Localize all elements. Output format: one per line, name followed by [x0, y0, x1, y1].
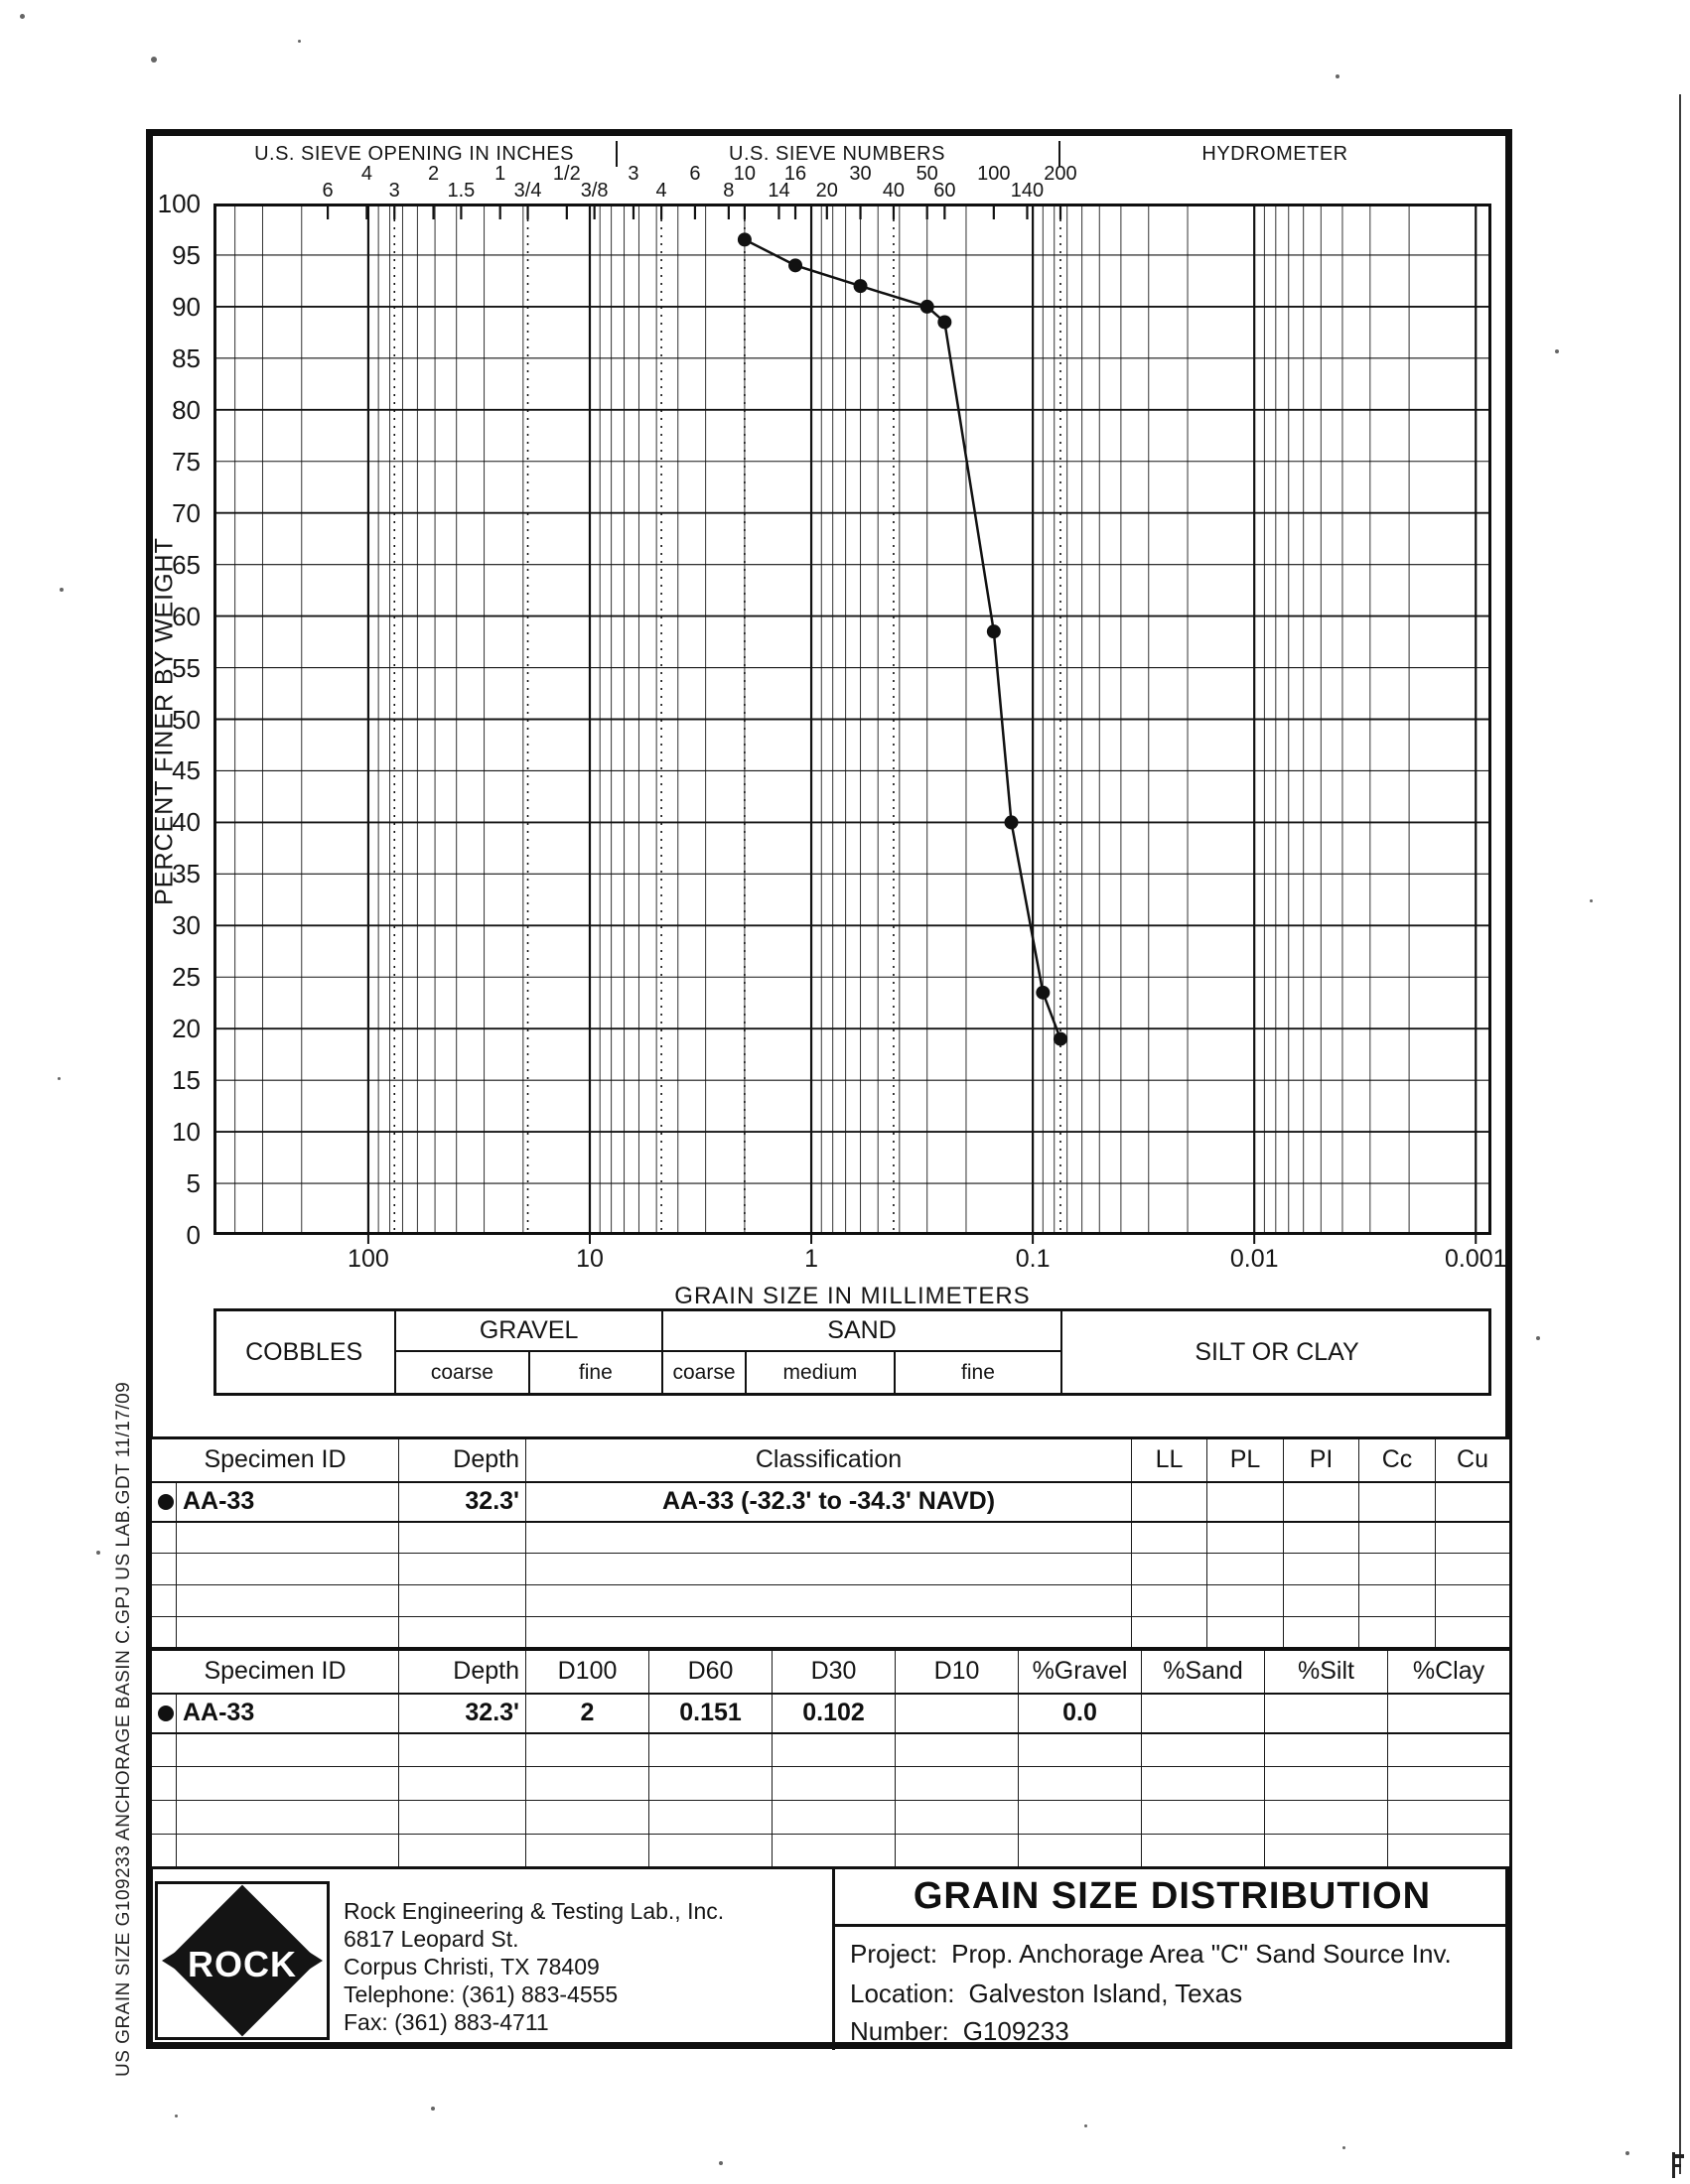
col-clay: %Clay — [1388, 1650, 1511, 1694]
sieve-size-label: 1/2 — [552, 163, 581, 185]
company-phone: Telephone: (361) 883-4555 — [344, 1981, 619, 2007]
class-silt-or-clay: SILT OR CLAY — [1060, 1311, 1491, 1393]
sieve-size-label: 6 — [689, 163, 701, 185]
empty-row — [151, 1585, 1511, 1617]
scan-speck — [1536, 1336, 1540, 1340]
y-tick-label: 90 — [172, 291, 201, 322]
location-value: Galveston Island, Texas — [968, 1979, 1243, 2008]
col-gravel: %Gravel — [1019, 1650, 1142, 1694]
y-tick-label: 25 — [172, 962, 201, 993]
scan-speck — [298, 40, 301, 43]
x-tick-label: 100 — [348, 1245, 389, 1273]
gravel-value: 0.0 — [1019, 1694, 1142, 1733]
col-cu: Cu — [1436, 1438, 1511, 1482]
header-hydrometer: HYDROMETER — [1201, 143, 1348, 165]
location-line — [850, 1979, 1242, 2009]
title-block — [149, 1866, 1509, 2047]
y-tick-label: 40 — [172, 807, 201, 838]
empty-row — [151, 1617, 1511, 1649]
number-label: Number: — [850, 2016, 949, 2046]
d60-value: 0.151 — [649, 1694, 773, 1733]
y-tick-label: 75 — [172, 446, 201, 477]
y-tick-label: 15 — [172, 1065, 201, 1096]
y-tick-label: 10 — [172, 1117, 201, 1148]
pl-value — [1207, 1482, 1284, 1522]
class-gravel-fine: fine — [528, 1352, 662, 1393]
col-depth: Depth — [399, 1438, 526, 1482]
x-tick-label: 0.01 — [1229, 1245, 1279, 1273]
project-value: Prop. Anchorage Area "C" Sand Source Inv. — [951, 1939, 1452, 1969]
ll-value — [1132, 1482, 1207, 1522]
company-street: 6817 Leopard St. — [344, 1926, 519, 1952]
col-specimen-id: Specimen ID — [151, 1438, 399, 1482]
header-sieve-numbers: U.S. SIEVE NUMBERS — [729, 143, 945, 165]
series-marker — [158, 1706, 174, 1721]
col-cc: Cc — [1359, 1438, 1436, 1482]
company-logo — [155, 1881, 330, 2040]
number-value: G109233 — [962, 2016, 1069, 2046]
y-tick-label: 100 — [157, 189, 201, 218]
empty-row — [151, 1801, 1511, 1835]
scan-smudge — [1672, 2152, 1686, 2178]
header-sieve-inches: U.S. SIEVE OPENING IN INCHES — [254, 143, 574, 165]
sieve-size-label: 3/4 — [513, 180, 542, 202]
class-gravel-coarse: coarse — [394, 1352, 527, 1393]
sieve-size-label: 4 — [655, 180, 667, 202]
class-gravel: GRAVEL — [394, 1311, 661, 1352]
sieve-size-label: 16 — [783, 163, 807, 185]
sieve-size-label: 200 — [1044, 163, 1077, 185]
sieve-size-label: 3 — [628, 163, 639, 185]
sieve-size-label: 100 — [977, 163, 1011, 185]
sieve-size-label: 20 — [815, 180, 838, 202]
x-tick-label: 10 — [576, 1245, 604, 1273]
col-ll: LL — [1132, 1438, 1207, 1482]
y-tick-label: 30 — [172, 910, 201, 941]
col-d60: D60 — [649, 1650, 773, 1694]
logo-wordmark: ROCK — [188, 1944, 297, 1984]
x-tick-label: 0.001 — [1444, 1245, 1507, 1273]
y-tick-label: 80 — [172, 394, 201, 425]
company-name: Rock Engineering & Testing Lab., Inc. — [344, 1898, 725, 1924]
cc-value — [1359, 1482, 1436, 1522]
sieve-size-labels — [213, 163, 1491, 203]
sieve-size-label: 1.5 — [447, 180, 476, 202]
sieve-size-label: 10 — [733, 163, 757, 185]
class-sand-fine: fine — [894, 1352, 1060, 1393]
class-sand: SAND — [661, 1311, 1060, 1352]
d10-value — [896, 1694, 1019, 1733]
col-pi: PI — [1284, 1438, 1359, 1482]
number-line — [850, 2016, 1069, 2047]
table-row — [151, 1482, 1511, 1522]
scan-speck — [96, 1551, 100, 1555]
col-classification: Classification — [526, 1438, 1132, 1482]
y-tick-label: 95 — [172, 239, 201, 270]
sieve-size-label: 1 — [494, 163, 506, 185]
project-line — [850, 1939, 1452, 1970]
sieve-size-label: 60 — [933, 180, 956, 202]
sand-value — [1142, 1694, 1265, 1733]
series-marker — [158, 1494, 174, 1510]
sieve-size-label: 14 — [768, 180, 790, 202]
company-address-block — [344, 1897, 724, 2036]
report-title: GRAIN SIZE DISTRIBUTION — [913, 1875, 1432, 1917]
sieve-size-label: 30 — [849, 163, 872, 185]
company-city: Corpus Christi, TX 78409 — [344, 1954, 600, 1979]
sieve-size-label: 50 — [915, 163, 938, 185]
col-silt: %Silt — [1265, 1650, 1388, 1694]
y-tick-label: 35 — [172, 859, 201, 889]
specimen-id-value: AA-33 — [177, 1694, 399, 1733]
x-axis-title: GRAIN SIZE IN MILLIMETERS — [674, 1283, 1031, 1309]
scan-speck — [719, 2161, 723, 2165]
col-pl: PL — [1207, 1438, 1284, 1482]
scan-speck — [431, 2107, 435, 2111]
scan-speck — [1084, 2124, 1087, 2127]
y-tick-label: 60 — [172, 601, 201, 631]
d100-value: 2 — [526, 1694, 649, 1733]
y-axis-title: PERCENT FINER BY WEIGHT — [150, 537, 179, 905]
sieve-size-label: 3/8 — [580, 180, 609, 202]
pi-value — [1284, 1482, 1359, 1522]
col-d10: D10 — [896, 1650, 1019, 1694]
table-row — [151, 1694, 1511, 1733]
y-tick-label: 0 — [186, 1220, 201, 1250]
company-fax: Fax: (361) 883-4711 — [344, 2009, 549, 2035]
col-d30: D30 — [773, 1650, 896, 1694]
sieve-size-label: 4 — [360, 163, 372, 185]
y-tick-label: 45 — [172, 755, 201, 786]
grain-size-parameters-table — [149, 1648, 1512, 1869]
soil-classification-band — [213, 1308, 1491, 1396]
sidebar-file-info: US GRAIN SIZE G109233 ANCHORAGE BASIN C.GPJ US LAB.GDT 11/17/09 — [113, 1381, 134, 2077]
depth-value: 32.3' — [399, 1694, 526, 1733]
report-title-box — [835, 1869, 1509, 1927]
scan-speck — [151, 57, 157, 63]
scan-speck — [1555, 349, 1559, 353]
scan-speck — [58, 1077, 61, 1080]
specimen-id-value: AA-33 — [177, 1482, 399, 1522]
y-tick-label: 65 — [172, 549, 201, 580]
x-axis-tick-labels — [213, 1245, 1507, 1275]
x-tick-label: 0.1 — [1015, 1245, 1051, 1273]
empty-row — [151, 1554, 1511, 1585]
silt-value — [1265, 1694, 1388, 1733]
sieve-size-label: 8 — [723, 180, 735, 202]
location-label: Location: — [850, 1979, 955, 2008]
y-axis-tick-labels — [139, 189, 207, 1250]
y-tick-label: 55 — [172, 652, 201, 683]
empty-row — [151, 1522, 1511, 1554]
col-d100: D100 — [526, 1650, 649, 1694]
col-depth: Depth — [399, 1650, 526, 1694]
d30-value: 0.102 — [773, 1694, 896, 1733]
scan-speck — [1590, 899, 1593, 902]
scan-edge-line — [1679, 94, 1681, 2174]
scan-speck — [175, 2115, 178, 2117]
scan-speck — [60, 588, 64, 592]
grain-size-plot — [213, 204, 1491, 1248]
y-tick-label: 20 — [172, 1014, 201, 1044]
y-tick-label: 5 — [186, 1168, 201, 1199]
class-sand-coarse: coarse — [661, 1352, 745, 1393]
y-tick-label: 70 — [172, 497, 201, 528]
scan-speck — [1336, 74, 1339, 78]
scan-speck — [20, 14, 25, 19]
sieve-size-label: 40 — [882, 180, 906, 202]
sieve-size-label: 6 — [322, 180, 334, 202]
class-cobbles: COBBLES — [245, 1337, 363, 1366]
y-tick-label: 85 — [172, 342, 201, 373]
empty-row — [151, 1733, 1511, 1767]
scan-speck — [1342, 2146, 1345, 2149]
clay-value — [1388, 1694, 1511, 1733]
sieve-size-label: 2 — [427, 163, 440, 185]
grain-size-curve — [213, 204, 1491, 1245]
classification-table — [149, 1436, 1512, 1650]
scan-speck — [1625, 2151, 1629, 2155]
classification-value: AA-33 (-32.3' to -34.3' NAVD) — [526, 1482, 1132, 1522]
cu-value — [1436, 1482, 1511, 1522]
col-sand: %Sand — [1142, 1650, 1265, 1694]
col-specimen-id: Specimen ID — [151, 1650, 399, 1694]
sieve-size-label: 140 — [1010, 180, 1045, 202]
empty-row — [151, 1767, 1511, 1801]
project-label: Project: — [850, 1939, 938, 1969]
depth-value: 32.3' — [399, 1482, 526, 1522]
sieve-size-label: 3 — [388, 180, 400, 202]
empty-row — [151, 1835, 1511, 1868]
y-tick-label: 50 — [172, 704, 201, 735]
class-sand-medium: medium — [745, 1352, 894, 1393]
x-tick-label: 1 — [804, 1245, 818, 1273]
